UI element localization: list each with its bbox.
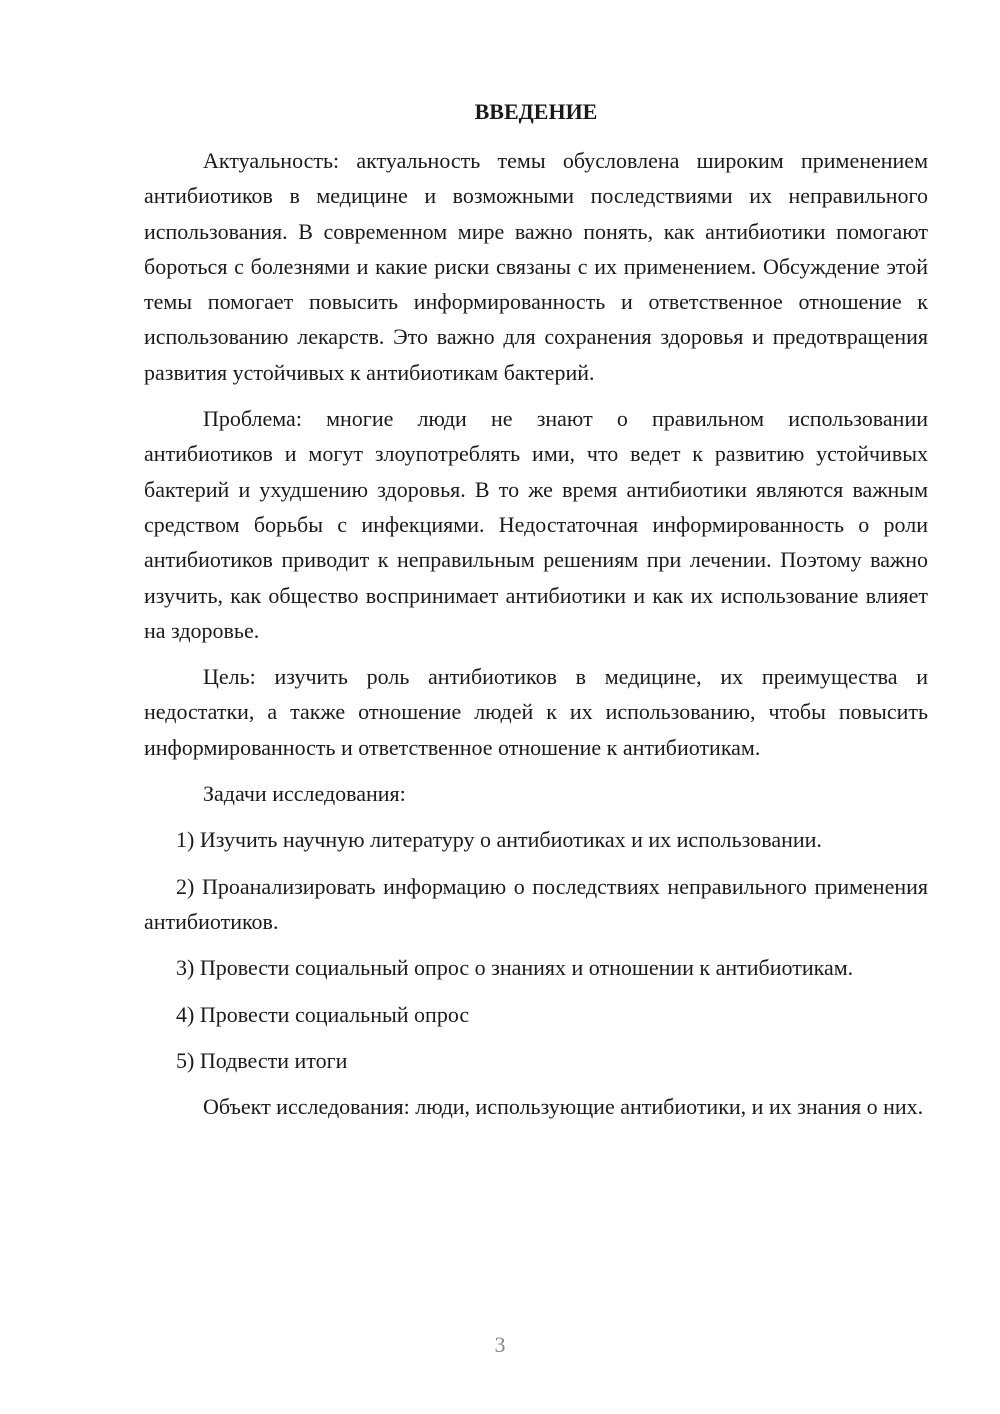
page-number: 3 — [494, 1332, 506, 1357]
paragraph-object: Объект исследования: люди, использующие антибиотики, и их знания о них. — [203, 1094, 924, 1120]
task-item-4: 4) Провести социальный опрос — [176, 1001, 470, 1027]
paragraph-relevance: Актуальность: актуальность темы обусловлена широким применением антибиотиков в медицине и возможными последствиями их неправильного использования. В современном мире важно понять, как антибиотики помогают бороться с болезнями и какие риски связаны с их применением. Обсуждение этой темы помогает повысить информированность и ответственное отношение к использованию лекарств. Это важно для сохранения здоровья и предотвращения развития устойчивых к антибиотикам бактерий. — [144, 148, 928, 385]
section-title: ВВЕДЕНИЕ — [474, 99, 598, 124]
tasks-heading: Задачи исследования: — [203, 781, 406, 807]
paragraph-goal: Цель: изучить роль антибиотиков в медицине, их преимущества и недостатки, а также отношение людей к их использованию, чтобы повысить информированность и ответственное отношение к антибиотикам. — [144, 664, 928, 760]
paragraph-problem: Проблема: многие люди не знают о правильном использовании антибиотиков и могут злоупотреблять ими, что ведет к развитию устойчивых бактерий и ухудшению здоровья. В то же время антибиотики являются важным средством борьбы с инфекциями. Недостаточная информированность о роли антибиотиков приводит к неправильным решениям при лечении. Поэтому важно изучить, как общество воспринимает антибиотики и как их использование влияет на здоровье. — [144, 406, 928, 643]
task-item-3: 3) Провести социальный опрос о знаниях и отношении к антибиотикам. — [176, 955, 854, 981]
task-item-5: 5) Подвести итоги — [176, 1047, 348, 1073]
task-item-2: 2) Проанализировать информацию о последствиях неправильного применения антибиотиков. — [144, 873, 928, 934]
task-item-1: 1) Изучить научную литературу о антибиотиках и их использовании. — [176, 827, 822, 853]
page-content — [144, 94, 928, 1124]
